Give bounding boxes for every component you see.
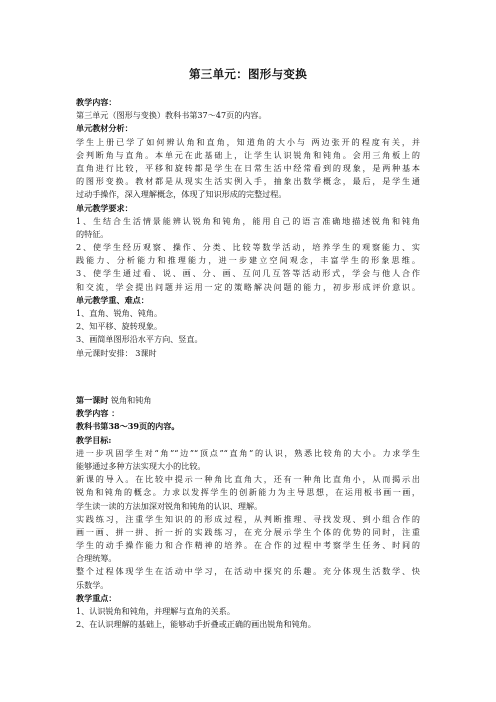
paragraph-line: 过动手操作，深入理解概念，体现了知识形成的完整过程。	[76, 189, 287, 200]
paragraph-line: 的图形变换。教材都是从现实生活实例入手，抽象出数学概念，最后，是学生通	[76, 176, 420, 187]
lesson1-focus-heading: 教学重点：	[76, 592, 117, 603]
unit-content-heading: 教学内容：	[76, 97, 117, 107]
list-item: 1、生结合生活情景能辨认锐角和钝角，能用自己的语言准确地描述锐角和钝角	[76, 215, 420, 226]
paragraph-line: 实践练习，注重学生知识的的形成过程，从判断推理、寻找发现、到小组合作的	[76, 513, 420, 524]
list-item: 2、使学生经历观察、操作、分类、比较等数学活动，培养学生的观察能力、实	[76, 242, 420, 253]
list-item: 2、知平移、旋转现象。	[76, 321, 163, 332]
list-item: 1、认识锐角和钝角，并理解与直角的关系。	[76, 606, 235, 616]
unit-analysis-heading: 单元教材分析：	[76, 123, 133, 134]
unit-section	[76, 96, 420, 360]
unit-content-text: 第三单元（图形与变换）教科书第37～47页的内容。	[76, 110, 267, 121]
paragraph-line: 会判断角与直角。本单元在此基础上，让学生认识锐角和钝角。会用三角板上的	[76, 149, 420, 160]
list-item: 1、直角、锐角、钝角。	[76, 308, 163, 318]
lesson1-heading	[76, 394, 420, 407]
page-title: 第三单元：图形与变换	[189, 67, 307, 81]
lesson1-goals-heading: 教学目标:	[76, 434, 112, 445]
paragraph-line: 合理统筹。	[76, 553, 117, 564]
lesson1-topic: 锐角和钝角	[108, 395, 152, 405]
paragraph-line: 直角进行比较，平移和旋转都是学生在日常生活中经常看到的现象，是两种基本	[76, 162, 420, 173]
list-item: 的特征。	[76, 228, 109, 239]
list-item: 践能力、分析能力和推理能力，进一步建立空间观念，丰富学生的形象思维。	[76, 255, 420, 266]
list-item: 3、画简单图形沿水平方向、竖直。	[76, 334, 203, 345]
paragraph-line: 能够通过多种方法实现大小的比较。	[76, 460, 206, 471]
lesson1-section	[76, 394, 420, 631]
paragraph-line: 整个过程体现学生在活动中学习，在活动中探究的乐趣。充分体现生活数学、快	[76, 566, 420, 577]
paragraph-line: 乐数学。	[76, 579, 109, 590]
lesson1-label: 第一课时	[76, 395, 109, 405]
unit-schedule: 单元课时安排： 3课时	[76, 347, 157, 358]
paragraph-line: 新课的导入。在比较中提示一种角比直角大，还有一种角比直角小，从而揭示出	[76, 474, 420, 485]
paragraph-line: 锐角和钝角的概念。力求以发挥学生的创新能力为主导思想，在运用板书画一画，	[76, 487, 420, 498]
paragraph-line: 学生上册已学了如何辨认角和直角，知道角的大小与 两边张开的程度有关，并	[76, 136, 420, 147]
paragraph-line: 学生的动手操作能力和合作精神的培养。在合作的过程中考察学生任务、时间的	[76, 540, 420, 551]
unit-keypoints-heading: 单元教学重、难点：	[76, 294, 149, 305]
paragraph-line: 画一画、拼一拼、折一折的实践练习，在充分展示学生个体的优势的同时，注重	[76, 526, 420, 537]
paragraph-line: 进一步巩固学生对“角”“边”“顶点”“直角”的认识，熟悉比较角的大小。力求学生	[76, 447, 420, 458]
list-item: 3、使学生通过看、说、画、分、画、互问几互答等活动形式，学会与他人合作	[76, 268, 420, 279]
unit-requirements-heading: 单元教学要求：	[76, 202, 133, 213]
list-item: 2、在认识理解的基础上，能够动手折叠或正确的画出锐角和钝角。	[76, 619, 316, 630]
lesson1-content-heading: 教学内容 ：	[76, 408, 120, 419]
lesson1-pages: 教科书第38～39页的内容。	[76, 421, 180, 432]
list-item: 和交流，学会提出问题并运用一定的策略解决问题的能力，初步形成评价意识。	[76, 281, 420, 292]
paragraph-line: 学生读一读的方法加深对锐角和钝角的认识、理解。	[76, 500, 263, 511]
